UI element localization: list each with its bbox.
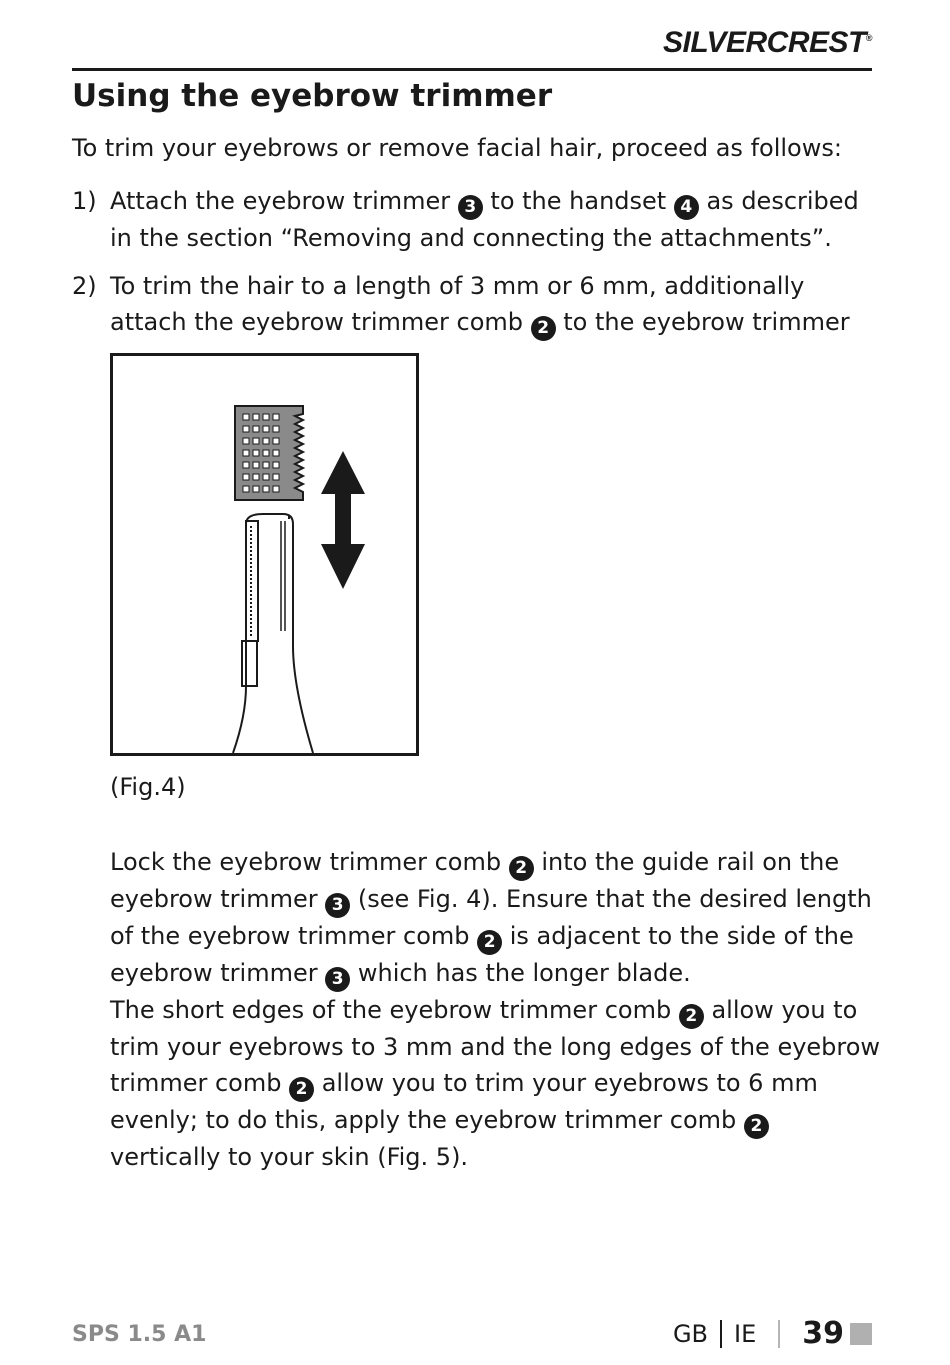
instruction-paragraph (110, 844, 885, 1176)
header-rule (72, 68, 872, 71)
part-ref-badge: 2 (289, 1077, 314, 1102)
part-ref-badge: 2 (477, 930, 502, 955)
double-arrow-icon (321, 451, 365, 589)
paragraph-2: The short edges of the eyebrow trimmer comb 2 allow you to trim your eyebrows to 3 mm and the long edges of the eyebrow trimmer comb 2 allow you to trim your eyebrows to 6 mm evenly; to do this, apply the eyebrow trimmer comb 2 vertically to your skin (Fig. 5). (110, 996, 881, 1172)
part-ref-badge: 3 (458, 195, 483, 220)
figure-4 (110, 353, 419, 756)
footer-lang-gb: GB (672, 1319, 708, 1348)
eyebrow-trimmer-icon (233, 514, 313, 753)
step-number: 2) (72, 272, 97, 300)
step-1 (72, 183, 872, 256)
part-ref-badge: 4 (674, 195, 699, 220)
page-number: 39 (802, 1316, 844, 1351)
section-intro: To trim your eyebrows or remove facial hair, proceed as follows: (72, 134, 842, 162)
brand-logo: SILVERCREST® (662, 26, 872, 59)
page-marker (850, 1323, 872, 1345)
footer-right (673, 1316, 872, 1351)
figure-caption: (Fig.4) (110, 773, 186, 801)
step-text: Attach the eyebrow trimmer 3 to the handset 4 as described in the section “Removing and connecting the attachments”. (110, 187, 859, 252)
part-ref-badge: 2 (531, 316, 556, 341)
step-text: To trim the hair to a length of 3 mm or 6 mm, additionally attach the eyebrow trimmer comb 2 to the eyebrow trimmer (110, 268, 872, 378)
trimmer-comb-icon (235, 406, 303, 500)
part-ref-badge: 2 (509, 856, 534, 881)
trimmer-comb-illustration (113, 356, 416, 753)
paragraph-1: Lock the eyebrow trimmer comb 2 into the guide rail on the eyebrow trimmer 3 (see Fig. 4). Ensure that the desired length of the eyebrow trimmer comb 2 is adjacent to the side of the eyebrow trimmer 3 which has the longer blade. (110, 844, 885, 992)
section-title: Using the eyebrow trimmer (72, 78, 553, 114)
footer-divider (778, 1320, 780, 1348)
part-ref-badge: 2 (744, 1114, 769, 1139)
footer-model: SPS 1.5 A1 (72, 1322, 207, 1347)
step-number: 1) (72, 187, 97, 215)
part-ref-badge: 3 (325, 893, 350, 918)
part-ref-badge: 2 (679, 1004, 704, 1029)
footer-divider (720, 1320, 722, 1348)
registered-mark: ® (865, 33, 872, 43)
footer-lang-ie: IE (734, 1319, 757, 1348)
part-ref-badge: 3 (325, 967, 350, 992)
